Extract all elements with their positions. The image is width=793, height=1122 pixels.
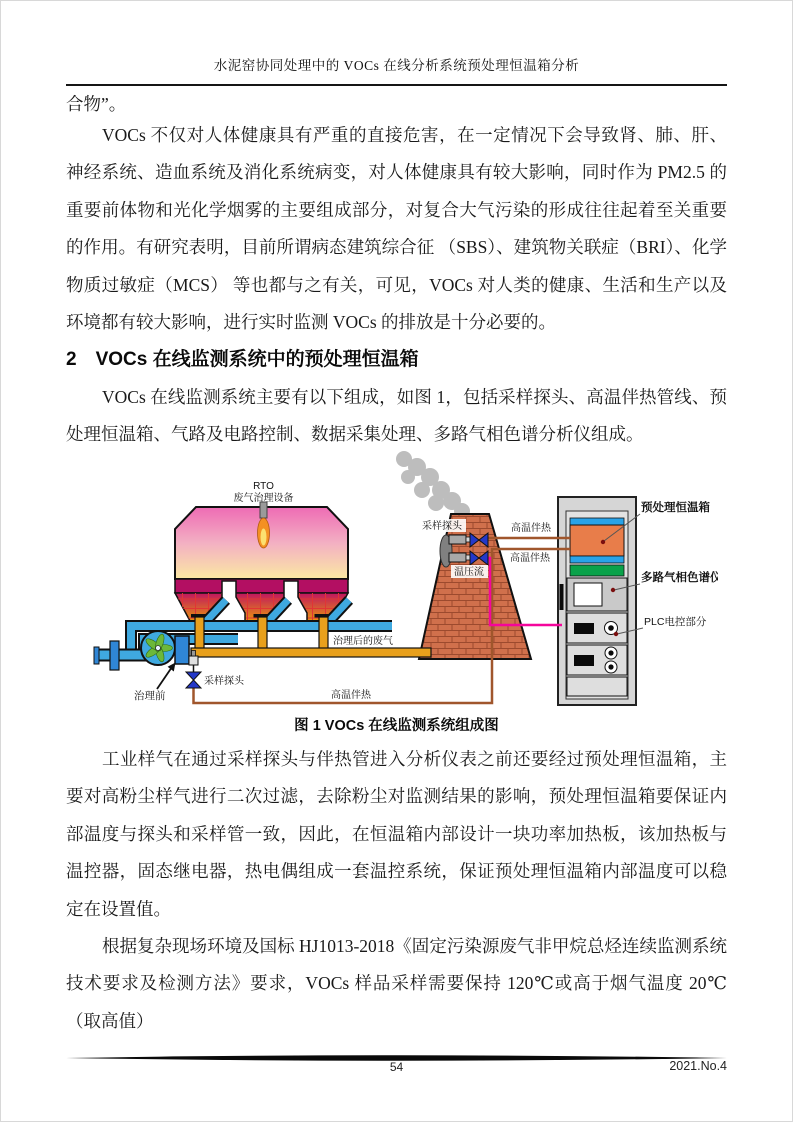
paragraph-pretreatment-oven: 工业样气在通过采样探头与伴热管进入分析仪表之前还要经过预处理恒温箱，主要对高粉尘样气进行二次过滤，去除粉尘对监测结果的影响，预处理恒温箱要保证内部温度与探头和采样管一致，因此，在恒温箱内部设计一块功率加热板，该加热板与温控器，固态继电器，热电偶组成一套温控系统，保证预处理恒温箱内部温度可以稳定在设置值。	[66, 749, 727, 919]
before-treatment-label: 治理前	[134, 690, 166, 702]
pretreatment-oven-unit	[570, 525, 624, 556]
treated-gas-label: 治理后的废气	[333, 636, 393, 647]
inlet-flange	[94, 647, 99, 664]
plc-control-label: PLC电控部分	[644, 616, 707, 628]
rto-equipment-label: 废气治理设备	[233, 493, 294, 504]
stack-chimney	[419, 514, 531, 659]
page-number: 54	[389, 1060, 404, 1074]
vocs-system-diagram	[90, 450, 718, 714]
sampling-probe-label-left: 采样探头	[204, 676, 244, 687]
rto-label: RTO	[253, 481, 274, 492]
heat-trace-label-top: 高温伴热	[511, 523, 551, 534]
probe-fitting	[189, 656, 198, 665]
journal-issue: 2021.No.4	[669, 1059, 727, 1073]
figure-diagram	[90, 450, 718, 714]
paragraph-national-standard: 根据复杂现场环境及国标 HJ1013-2018《固定污染源废气非甲烷总烃连续监测系统技术要求及检测方法》要求，VOCs 样品采样需要保持 120℃或高于烟气温度 20℃（取高值）	[66, 936, 727, 1031]
before-treatment-arrow	[157, 663, 176, 690]
blower-fan	[141, 631, 175, 665]
pretreatment-oven-label: 预处理恒温箱	[641, 502, 710, 514]
section-heading: 2 VOCs 在线监测系统中的预处理恒温箱	[66, 349, 419, 370]
gc-screen	[574, 583, 602, 606]
tank-band	[175, 579, 348, 593]
cabinet-handle	[560, 584, 564, 610]
heat-trace-label-mid: 高温伴热	[510, 553, 550, 564]
paragraph-continuation: 合物”。	[66, 94, 127, 114]
paragraph-system-overview: VOCs 在线监测系统主要有以下组成，如图 1，包括采样探头、高温伴热管线、预处理恒温箱、气路及电路控制、数据采集处理、多路气相色谱分析仪组成。	[66, 387, 727, 445]
inlet-flange	[110, 641, 119, 670]
multi-channel-gc-label: 多路气相色谱仪	[641, 572, 718, 584]
figure-caption: 图 1 VOCs 在线监测系统组成图	[294, 718, 499, 734]
sampling-probe-label-stack: 采样探头	[422, 521, 462, 532]
header-title: 水泥窑协同处理中的 VOCs 在线分析系统预处理恒温箱分析	[213, 58, 580, 73]
footer-rule	[66, 1049, 727, 1057]
heat-trace-label-bottom: 高温伴热	[331, 690, 371, 701]
temp-pressure-flow-label: 温压流	[454, 567, 484, 578]
analyzer-cabinet	[558, 497, 636, 705]
probe-fitting-cap	[192, 651, 196, 657]
paragraph-vocs-harm: VOCs 不仅对人体健康具有严重的直接危害，在一定情况下会导致肾、肺、肝、神经系统、造血系统及消化系统病变，对人体健康具有较大影响，同时作为 PM2.5 的重要前体物和光化学烟雾的主要组成部分，对复合大气污染的形成往往起着至关重要的作用。有研究表明，目前所谓病态建筑综合征 （SBS）、建筑物关联症（BRI）、化学物质过敏症（MCS） 等也都与之有关，可见，VOCs 对人类的健康、生活和生产以及环境都有较大影响，进行实时监测 VOCs 的排放是十分必要的。	[66, 125, 727, 333]
smoke-plume	[396, 451, 470, 519]
sample-valve-left	[186, 672, 201, 688]
inline-valve-box	[175, 636, 189, 664]
